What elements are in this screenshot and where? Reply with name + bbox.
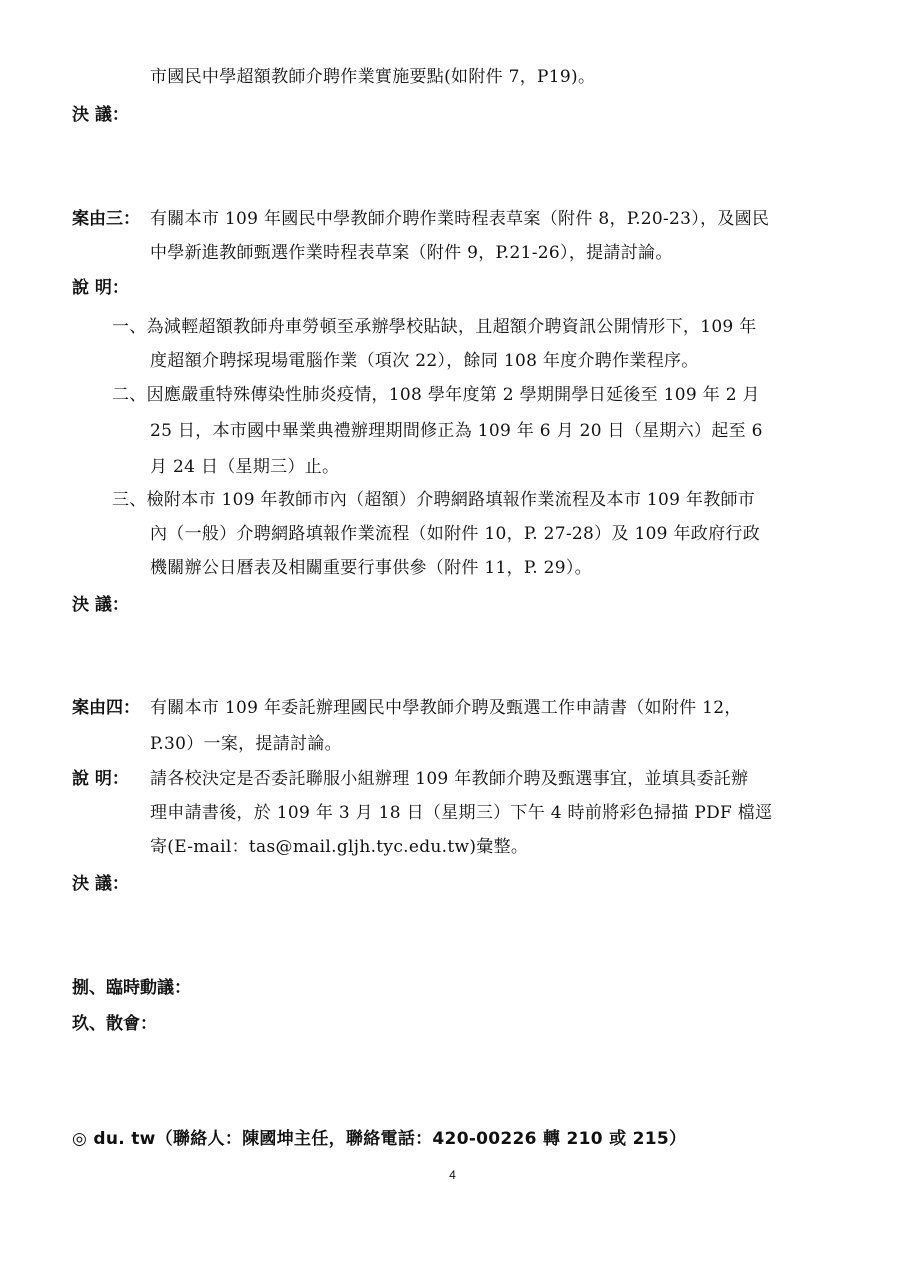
case-four-text-2: P.30）一案，提請討論。 <box>150 734 342 754</box>
page-number: 4 <box>449 1168 456 1182</box>
explanation-item-2-line-2: 25 日，本市國中畢業典禮辦理期間修正為 109 年 6 月 20 日（星期六）起至 6 <box>150 421 763 441</box>
case-four-explanation-1: 請各校決定是否委託聯服小組辦理 109 年教師介聘及甄選事宜，並填具委託辦 <box>150 769 749 789</box>
explanation-item-2-line-3: 月 24 日（星期三）止。 <box>150 457 340 477</box>
case-three-text-2: 中學新進教師甄選作業時程表草案（附件 9，P.21-26），提請討論。 <box>150 243 673 263</box>
resolution-label: 決 議： <box>72 874 129 894</box>
case-three-text-1: 有關本市 109 年國民中學教師介聘作業時程表草案（附件 8，P.20-23），及國民 <box>150 209 770 229</box>
explanation-item-3-line-1: 三、檢附本市 109 年教師市內（超額）介聘網路填報作業流程及本市 109 年教師市 <box>112 490 756 510</box>
case-four-explanation-3: 寄(E-mail：tas@mail.gljh.tyc.edu.tw)彙整。 <box>150 837 529 857</box>
case-four-label: 案由四： <box>72 698 140 718</box>
explanation-label: 說 明： <box>72 278 129 298</box>
case-four-text-1: 有關本市 109 年委託辦理國民中學教師介聘及甄選工作申請書（如附件 12， <box>150 698 742 718</box>
resolution-label: 決 議： <box>72 595 129 615</box>
explanation-item-1-line-2: 度超額介聘採現場電腦作業（項次 22），餘同 108 年度介聘作業程序。 <box>150 351 699 371</box>
explanation-item-3-line-2: 內（一般）介聘網路填報作業流程（如附件 10，P. 27-28）及 109 年政府行政 <box>150 524 760 544</box>
agenda-item-eight: 捌、臨時動議： <box>72 978 191 998</box>
explanation-item-2-line-1: 二、因應嚴重特殊傳染性肺炎疫情，108 學年度第 2 學期開學日延後至 109 年 2 月 <box>112 385 760 405</box>
resolution-label: 決 議： <box>72 105 129 125</box>
text-line: 市國民中學超額教師介聘作業實施要點(如附件 7，P19)。 <box>150 67 596 87</box>
case-four-explanation-2: 理申請書後，於 109 年 3 月 18 日（星期三）下午 4 時前將彩色掃描 PDF 檔逕 <box>150 803 773 823</box>
footer-contact: ◎ du. tw（聯絡人：陳國坤主任，聯絡電話：420-00226 轉 210 或 215） <box>72 1129 687 1149</box>
explanation-item-3-line-3: 機關辦公日曆表及相關重要行事供參（附件 11，P. 29）。 <box>150 558 592 578</box>
agenda-item-nine: 玖、散會： <box>72 1014 157 1034</box>
explanation-label: 說 明： <box>72 769 129 789</box>
case-three-label: 案由三： <box>72 209 140 229</box>
explanation-item-1-line-1: 一、為減輕超額教師舟車勞頓至承辦學校貼缺，且超額介聘資訊公開情形下，109 年 <box>112 317 757 337</box>
